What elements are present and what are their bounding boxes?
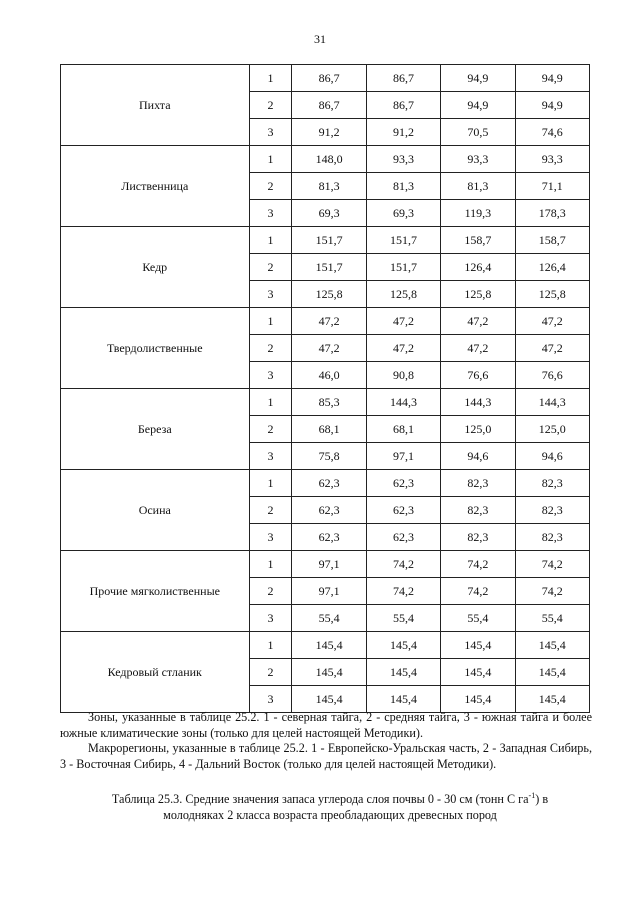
caption-superscript: -1: [528, 791, 536, 800]
species-cell: Прочие мягколиственные: [61, 551, 250, 632]
table-caption: [100, 788, 560, 823]
value-cell: 46,0: [292, 362, 366, 389]
table-row: [61, 632, 590, 659]
value-cell: 62,3: [292, 497, 366, 524]
value-cell: 82,3: [441, 470, 515, 497]
value-cell: 55,4: [366, 605, 440, 632]
zone-cell: 3: [249, 119, 292, 146]
table-row: [61, 389, 590, 416]
value-cell: 119,3: [441, 200, 515, 227]
value-cell: 125,0: [441, 416, 515, 443]
value-cell: 47,2: [515, 335, 589, 362]
zone-cell: 3: [249, 443, 292, 470]
value-cell: 145,4: [292, 632, 366, 659]
zone-cell: 1: [249, 470, 292, 497]
value-cell: 97,1: [292, 578, 366, 605]
value-cell: 145,4: [292, 659, 366, 686]
value-cell: 126,4: [441, 254, 515, 281]
value-cell: 69,3: [292, 200, 366, 227]
species-cell: Пихта: [61, 65, 250, 146]
value-cell: 47,2: [441, 335, 515, 362]
species-cell: Кедровый стланик: [61, 632, 250, 713]
value-cell: 47,2: [441, 308, 515, 335]
value-cell: 97,1: [366, 443, 440, 470]
zone-cell: 3: [249, 686, 292, 713]
value-cell: 144,3: [441, 389, 515, 416]
value-cell: 97,1: [292, 551, 366, 578]
value-cell: 145,4: [515, 659, 589, 686]
value-cell: 93,3: [366, 146, 440, 173]
zones-note: Зоны, указанные в таблице 25.2. 1 - северная тайга, 2 - средняя тайга, 3 - южная тайга и более южные климатические зоны (только для целей настоящей Методики).: [60, 710, 592, 740]
value-cell: 178,3: [515, 200, 589, 227]
value-cell: 74,2: [441, 551, 515, 578]
value-cell: 144,3: [515, 389, 589, 416]
value-cell: 62,3: [366, 524, 440, 551]
zone-cell: 2: [249, 659, 292, 686]
zone-cell: 2: [249, 497, 292, 524]
value-cell: 158,7: [515, 227, 589, 254]
zone-cell: 3: [249, 281, 292, 308]
species-cell: Береза: [61, 389, 250, 470]
value-cell: 145,4: [366, 659, 440, 686]
zone-cell: 3: [249, 362, 292, 389]
value-cell: 125,0: [515, 416, 589, 443]
value-cell: 125,8: [441, 281, 515, 308]
value-cell: 62,3: [366, 470, 440, 497]
value-cell: 81,3: [292, 173, 366, 200]
zone-cell: 1: [249, 65, 292, 92]
value-cell: 47,2: [366, 308, 440, 335]
value-cell: 145,4: [441, 659, 515, 686]
zone-cell: 2: [249, 416, 292, 443]
value-cell: 82,3: [441, 524, 515, 551]
value-cell: 75,8: [292, 443, 366, 470]
value-cell: 145,4: [515, 686, 589, 713]
value-cell: 91,2: [292, 119, 366, 146]
value-cell: 86,7: [366, 65, 440, 92]
value-cell: 148,0: [292, 146, 366, 173]
value-cell: 55,4: [441, 605, 515, 632]
value-cell: 94,6: [441, 443, 515, 470]
value-cell: 90,8: [366, 362, 440, 389]
value-cell: 70,5: [441, 119, 515, 146]
value-cell: 55,4: [292, 605, 366, 632]
value-cell: 86,7: [292, 65, 366, 92]
value-cell: 82,3: [441, 497, 515, 524]
species-cell: Осина: [61, 470, 250, 551]
value-cell: 55,4: [515, 605, 589, 632]
zone-cell: 3: [249, 605, 292, 632]
value-cell: 74,6: [515, 119, 589, 146]
value-cell: 76,6: [441, 362, 515, 389]
value-cell: 145,4: [441, 632, 515, 659]
zone-cell: 3: [249, 200, 292, 227]
notes: [60, 710, 592, 772]
value-cell: 151,7: [366, 254, 440, 281]
value-cell: 145,4: [515, 632, 589, 659]
value-cell: 151,7: [292, 254, 366, 281]
value-cell: 145,4: [441, 686, 515, 713]
value-cell: 74,2: [366, 578, 440, 605]
zone-cell: 2: [249, 173, 292, 200]
value-cell: 151,7: [292, 227, 366, 254]
value-cell: 144,3: [366, 389, 440, 416]
zone-cell: 2: [249, 578, 292, 605]
value-cell: 69,3: [366, 200, 440, 227]
table-row: [61, 65, 590, 92]
value-cell: 145,4: [292, 686, 366, 713]
zone-cell: 1: [249, 308, 292, 335]
table-row: [61, 551, 590, 578]
table-row: [61, 308, 590, 335]
caption-line2: молодняках 2 класса возраста преобладающих древесных пород: [163, 807, 497, 822]
value-cell: 125,8: [515, 281, 589, 308]
value-cell: 47,2: [515, 308, 589, 335]
value-cell: 93,3: [515, 146, 589, 173]
table-row: [61, 227, 590, 254]
value-cell: 86,7: [292, 92, 366, 119]
value-cell: 62,3: [366, 497, 440, 524]
value-cell: 81,3: [441, 173, 515, 200]
value-cell: 91,2: [366, 119, 440, 146]
macroregions-note: Макрорегионы, указанные в таблице 25.2. 1 - Европейско-Уральская часть, 2 - Западная Сибирь, 3 - Восточная Сибирь, 4 - Дальний Восток (только для целей настоящей Методики).: [60, 741, 592, 771]
value-cell: 145,4: [366, 632, 440, 659]
zone-cell: 1: [249, 551, 292, 578]
value-cell: 151,7: [366, 227, 440, 254]
value-cell: 76,6: [515, 362, 589, 389]
value-cell: 74,2: [441, 578, 515, 605]
value-cell: 145,4: [366, 686, 440, 713]
value-cell: 125,8: [292, 281, 366, 308]
value-cell: 94,9: [441, 92, 515, 119]
caption-line1-end: ) в: [535, 792, 549, 807]
zone-cell: 1: [249, 146, 292, 173]
value-cell: 82,3: [515, 470, 589, 497]
page-number: 31: [314, 32, 326, 46]
value-cell: 68,1: [292, 416, 366, 443]
value-cell: 85,3: [292, 389, 366, 416]
value-cell: 93,3: [441, 146, 515, 173]
value-cell: 71,1: [515, 173, 589, 200]
zone-cell: 2: [249, 254, 292, 281]
value-cell: 126,4: [515, 254, 589, 281]
carbon-stock-table: [60, 64, 590, 713]
value-cell: 74,2: [515, 551, 589, 578]
value-cell: 68,1: [366, 416, 440, 443]
value-cell: 74,2: [515, 578, 589, 605]
value-cell: 158,7: [441, 227, 515, 254]
table-row: [61, 470, 590, 497]
zone-cell: 1: [249, 389, 292, 416]
species-cell: Лиственница: [61, 146, 250, 227]
value-cell: 81,3: [366, 173, 440, 200]
value-cell: 74,2: [366, 551, 440, 578]
value-cell: 82,3: [515, 497, 589, 524]
zone-cell: 3: [249, 524, 292, 551]
value-cell: 94,6: [515, 443, 589, 470]
value-cell: 47,2: [292, 308, 366, 335]
value-cell: 94,9: [515, 65, 589, 92]
value-cell: 94,9: [441, 65, 515, 92]
value-cell: 82,3: [515, 524, 589, 551]
value-cell: 62,3: [292, 470, 366, 497]
zone-cell: 1: [249, 227, 292, 254]
table-body: [61, 65, 590, 713]
species-cell: Твердолиственные: [61, 308, 250, 389]
zone-cell: 1: [249, 632, 292, 659]
value-cell: 62,3: [292, 524, 366, 551]
zone-cell: 2: [249, 335, 292, 362]
zone-cell: 2: [249, 92, 292, 119]
species-cell: Кедр: [61, 227, 250, 308]
caption-line1: Таблица 25.3. Средние значения запаса углерода слоя почвы 0 - 30 см (тонн С га: [111, 792, 529, 807]
value-cell: 47,2: [292, 335, 366, 362]
value-cell: 125,8: [366, 281, 440, 308]
value-cell: 94,9: [515, 92, 589, 119]
value-cell: 47,2: [366, 335, 440, 362]
value-cell: 86,7: [366, 92, 440, 119]
table-row: [61, 146, 590, 173]
